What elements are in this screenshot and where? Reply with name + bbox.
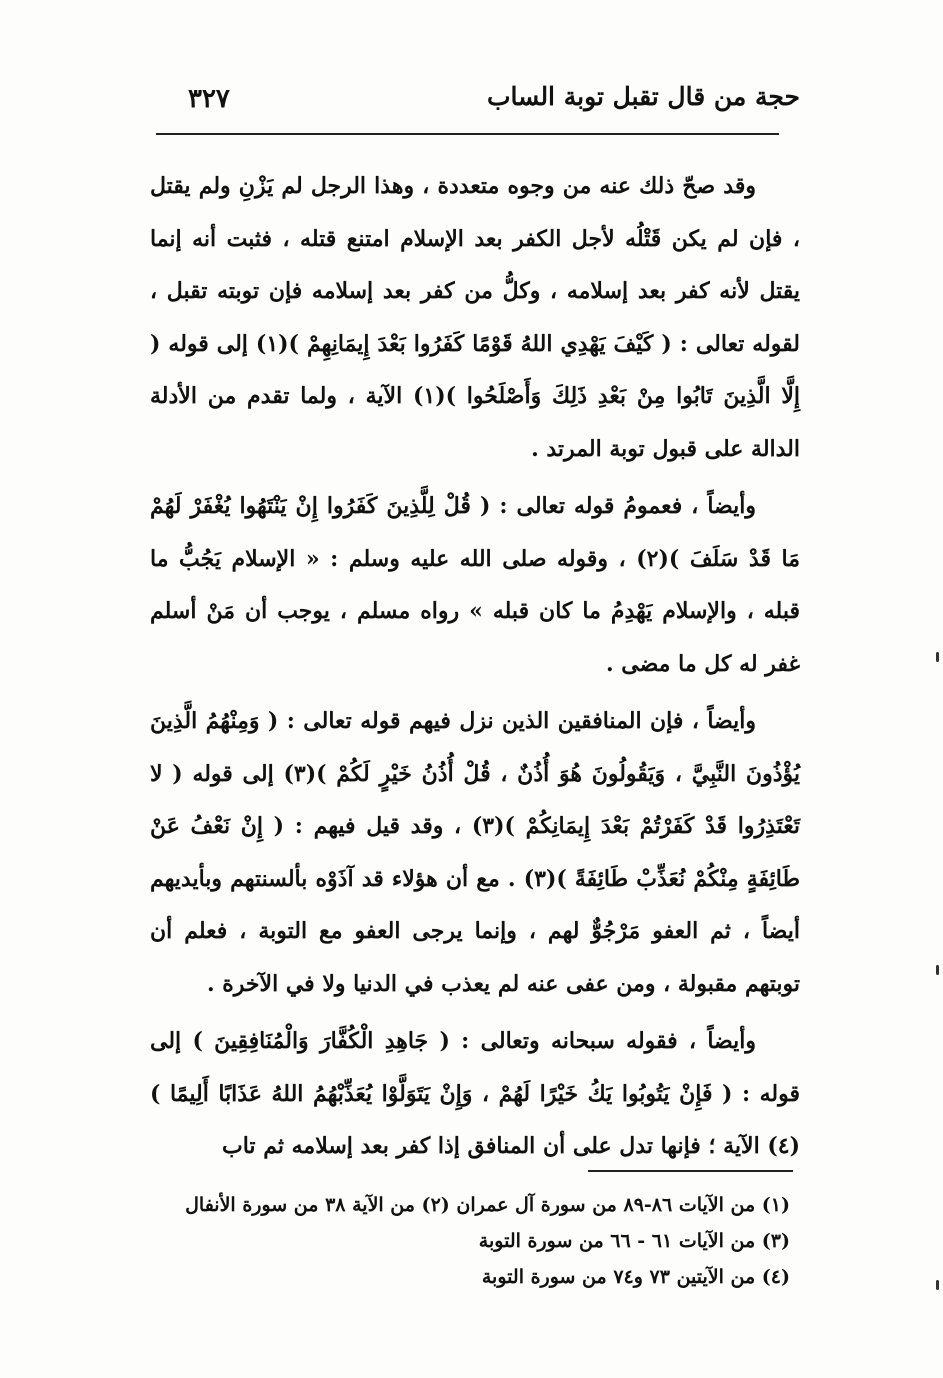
page-header <box>160 82 800 130</box>
margin-speck <box>936 965 939 975</box>
paragraph-1: وقد صحّ ذلك عنه من وجوه متعددة ، وهذا الرجل لم يَزْنِ ولم يقتل ، فإن لم يكن قَتْلُه لأجل الكفر بعد الإسلام امتنع قتله ، فثبت أنه إنما يقتل لأنه كفر بعد إسلامه ، وكلُّ من كفر بعد إسلامه فإن توبته تقبل ، لقوله تعالى : ( كَيْفَ يَهْدِي اللهُ قَوْمًا كَفَرُوا بَعْدَ إِيمَانِهِمْ )(١) إلى قوله ( إِلَّا الَّذِينَ تَابُوا مِنْ بَعْدِ ذَلِكَ وَأَصْلَحُوا )(١) الآية ، ولما تقدم من الأدلة الدالة على قبول توبة المرتد . <box>150 173 801 462</box>
margin-speck <box>936 1280 939 1290</box>
body-text <box>150 160 800 1173</box>
paragraph-2: وأيضاً ، فعمومُ قوله تعالى : ( قُلْ لِلَّذِينَ كَفَرُوا إِنْ يَنْتَهُوا يُغْفَرْ لَهُمْ مَا قَدْ سَلَفَ )(٢) ، وقوله صلى الله عليه وسلم : « الإسلام يَجُبُّ ما قبله ، والإسلام يَهْدِمُ ما كان قبله » رواه مسلم ، يوجب أن مَنْ أسلم غفر له كل ما مضى . <box>150 493 800 677</box>
paragraph-3: وأيضاً ، فإن المنافقين الذين نزل فيهم قوله تعالى : ( وَمِنْهُمُ الَّذِينَ يُؤْذُونَ النَّبِيَّ ، وَيَقُولُونَ هُوَ أُذُنٌ ، قُلْ أُذُنُ خَيْرٍ لَكُمْ )(٣) إلى قوله ( لا تَعْتَذِرُوا قَدْ كَفَرْتُمْ بَعْدَ إِيمَانِكُمْ )(٣) ، وقد قيل فيهم : ( إِنْ نَعْفُ عَنْ طَائِفَةٍ مِنْكُمْ نُعَذِّبْ طَائِفَةً )(٣) . مع أن هؤلاء قد آذَوْه بألسنتهم وبأيديهم أيضاً ، ثم العفو مَرْجُوٌّ لهم ، وإنما يرجى العفو مع التوبة ، فعلم أن توبتهم مقبولة ، ومن عفى عنه لم يعذب في الدنيا ولا في الآخرة . <box>150 708 801 997</box>
footnote-1-2: (١) من الآيات ٨٦-٨٩ من سورة آل عمران (٢) من الآية ٣٨ من سورة الأنفال <box>185 1194 790 1216</box>
footnote-rule <box>588 1170 793 1172</box>
paragraph-4: وأيضاً ، فقوله سبحانه وتعالى : ( جَاهِدِ الْكُفَّارَ وَالْمُنَافِقِينَ ) إلى قوله : ( فَإِنْ يَتُوبُوا يَكُ خَيْرًا لَهُمْ ، وَإِنْ يَتَوَلَّوْا يُعَذِّبْهُمُ اللهُ عَذَابًا أَلِيمًا )(٤) الآية ؛ فإنها تدل على أن المنافق إذا كفر بعد إسلامه ثم تاب <box>150 1028 800 1159</box>
footnote-3: (٣) من الآيات ٦١ - ٦٦ من سورة التوبة <box>478 1230 790 1252</box>
footnote-4: (٤) من الآيتين ٧٣ و٧٤ من سورة التوبة <box>481 1266 790 1288</box>
page-number: ٣٢٧ <box>188 84 230 114</box>
running-title: حجة من قال تقبل توبة الساب <box>486 82 800 111</box>
margin-speck <box>936 652 939 662</box>
header-rule <box>156 133 779 135</box>
footnotes <box>150 1187 790 1295</box>
